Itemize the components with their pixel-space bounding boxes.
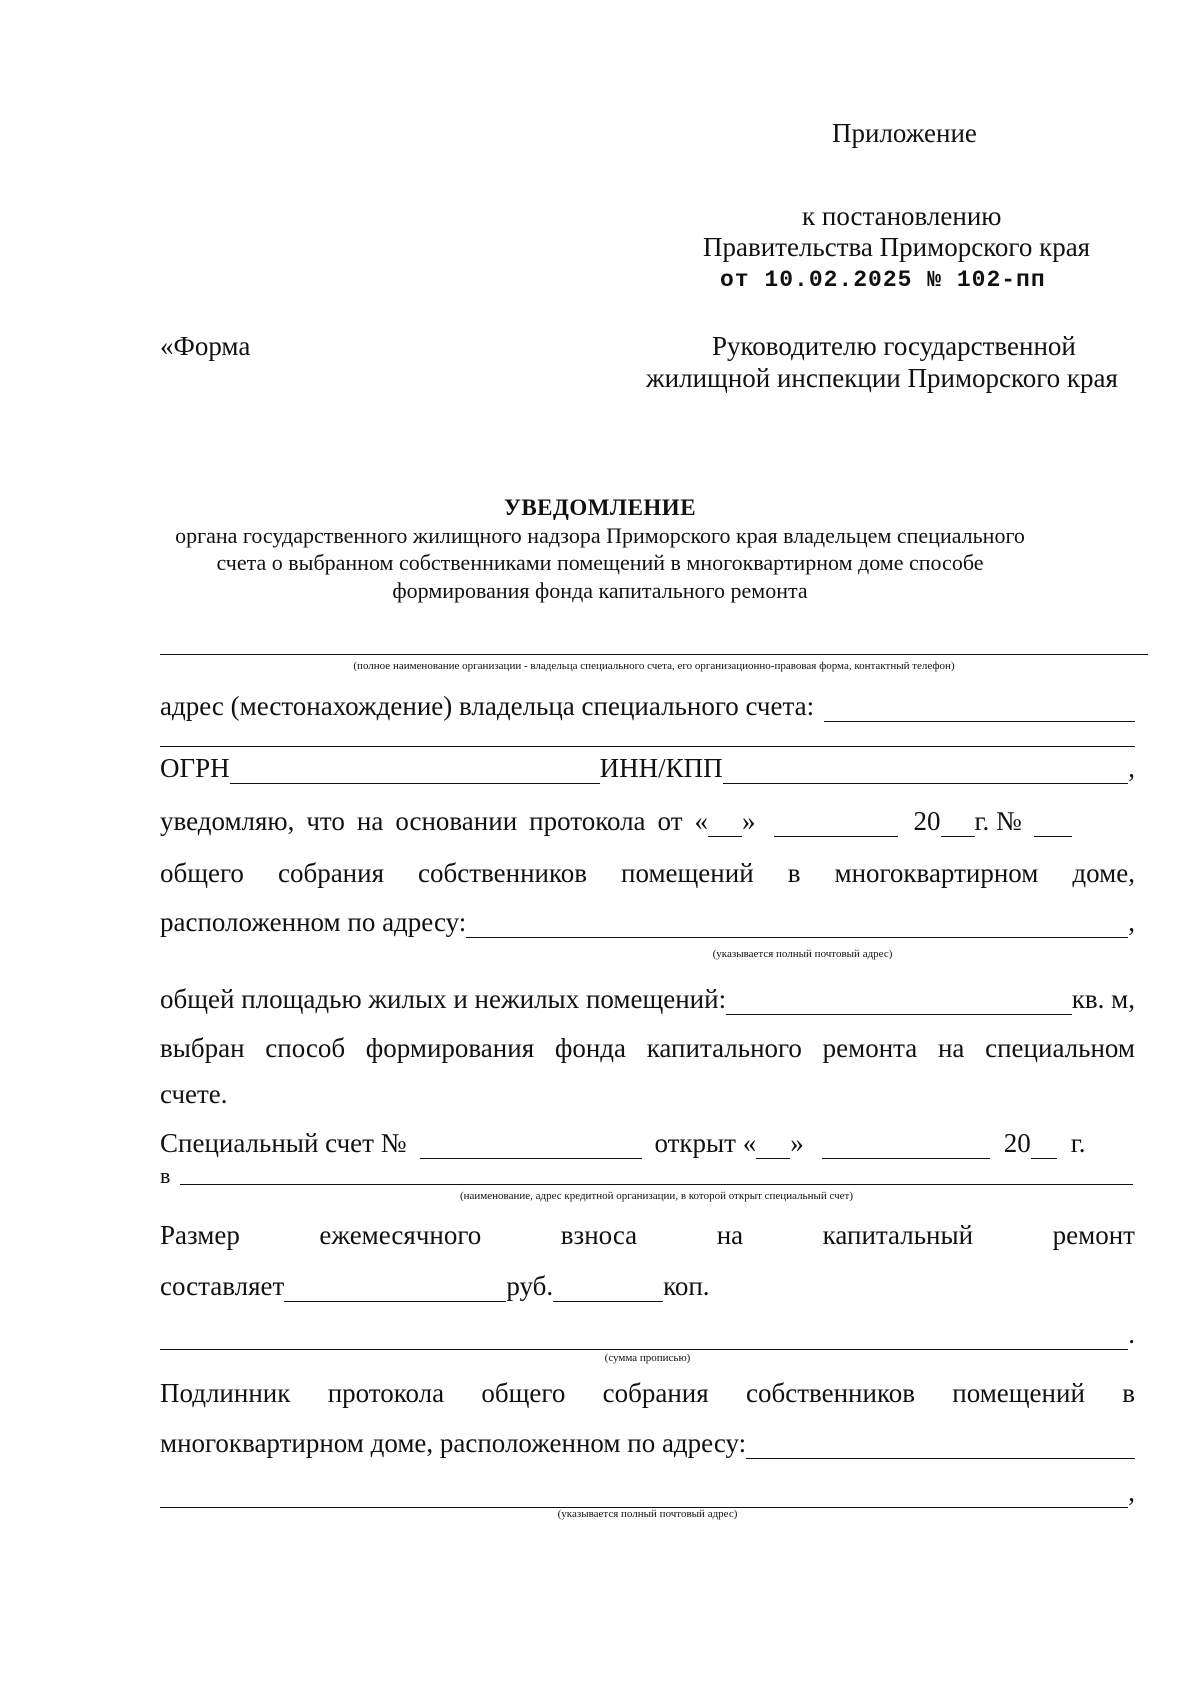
original-address-comma: , [1128,1477,1135,1507]
opened-year-prefix: 20 [1003,1128,1031,1158]
located-comma: , [1128,907,1135,937]
to-resolution-label: к постановлению [802,201,1002,231]
form-label: «Форма [160,331,251,361]
subtitle-line-1: органа государственного жилищного надзора Приморского края владельцем специального [175,523,1025,548]
notify-word-6: от [657,806,683,836]
owner-address-label: адрес (местонахождение) владельца специального счета: [160,691,815,721]
protocol-month-field[interactable] [774,812,898,837]
government-label: Правительства Приморского края [703,232,1091,262]
size-word-1: Размер [160,1220,240,1250]
opened-month-field[interactable] [822,1134,990,1159]
located-row [160,906,1135,938]
ogrn-field[interactable] [230,759,600,784]
meeting-word-2: собрания [277,858,384,888]
size-word-5: капитальный [822,1220,974,1250]
notify-row [160,805,1135,837]
meeting-word-7: доме, [1072,858,1135,888]
original-address-row [160,1427,1135,1459]
size-word-4: на [716,1220,744,1250]
original-address-field-2[interactable] [160,1483,1128,1508]
special-account-row [160,1127,1135,1159]
amount-row [160,1270,1135,1302]
original-word-7: в [1122,1378,1135,1408]
owner-address-line-2[interactable] [160,746,1135,747]
notify-word-2: что [306,806,345,836]
area-label: общей площадью жилых и нежилых помещений: [160,984,727,1014]
original-address-label: многоквартирном доме, расположенном по адресу: [160,1428,747,1458]
opened-day-field[interactable] [756,1134,790,1159]
size-word-2: ежемесячного [319,1220,482,1250]
inn-kpp-field[interactable] [723,759,1129,784]
quote-close: » [742,806,756,836]
year-prefix: 20 [913,806,941,836]
owner-address-row [160,690,1135,722]
original-word-6: помещений [952,1378,1085,1408]
chosen-word-3: формирования [365,1033,535,1063]
size-word-3: взноса [560,1220,638,1250]
chosen-word-7: на [937,1033,965,1063]
meeting-word-3: собственников [418,858,587,888]
chosen-word-1: выбран [160,1033,245,1063]
located-label: расположенном по адресу: [160,907,467,937]
account-word: счете. [160,1079,228,1109]
opened-year-field[interactable] [1031,1134,1057,1159]
kop-field[interactable] [553,1277,663,1302]
meeting-word-5: в [787,858,801,888]
postal-caption-2: (указывается полный почтовый адрес) [557,1508,738,1520]
special-account-label: Специальный счет № [160,1128,407,1158]
protocol-number-field[interactable] [1034,812,1072,837]
notify-word-3: на [356,806,384,836]
area-row [160,983,1135,1015]
chosen-word-8: специальном [985,1033,1135,1063]
original-address-row-2 [160,1476,1135,1508]
original-address-field[interactable] [746,1434,1135,1459]
sqm-label: кв. м, [1071,984,1135,1014]
subtitle-line-2: счета о выбранном собственниками помещений в многоквартирном доме способе [216,550,984,575]
original-row [160,1377,1135,1409]
protocol-year-field[interactable] [941,812,975,837]
original-word-3: общего [481,1378,566,1408]
original-word-5: собственников [746,1378,915,1408]
sum-period: . [1128,1319,1135,1349]
chosen-word-5: капитального [646,1033,802,1063]
subtitle-line-3: формирования фонда капитального ремонта [392,578,808,603]
opened-year-g: г. [1070,1128,1086,1158]
size-word-6: ремонт [1052,1220,1135,1250]
bank-name-line[interactable] [180,1184,1133,1185]
sum-words-caption: (сумма прописью) [604,1352,691,1364]
ogrn-label: ОГРН [160,753,230,783]
house-address-field[interactable] [466,913,1128,938]
in-word: в [160,1163,171,1188]
chosen-row [160,1032,1135,1064]
meeting-word-4: помещений [621,858,754,888]
appendix-label: Приложение [832,118,977,148]
owner-address-field[interactable] [824,697,1135,722]
amount-label: составляет [160,1271,285,1301]
org-name-caption: (полное наименование организации - владельца специального счета, его организационно-правовая форма, контактный телефон) [353,660,955,672]
quote-open: « [694,806,708,836]
meeting-word-6: многоквартирном [834,858,1039,888]
opened-label: открыт « [654,1128,757,1158]
notify-word-5: протокола [529,806,646,836]
inn-kpp-label: ИНН/КПП [599,753,723,783]
chosen-word-6: ремонта [822,1033,918,1063]
size-row [160,1219,1135,1251]
original-word-2: протокола [327,1378,445,1408]
chosen-word-2: способ [265,1033,346,1063]
original-word-4: собрания [602,1378,709,1408]
addressee-line-1: Руководителю государственной [712,331,1076,361]
meeting-word-1: общего [160,858,244,888]
org-name-line[interactable] [160,654,1148,655]
kop-label: коп. [663,1271,710,1301]
rub-field[interactable] [284,1277,506,1302]
year-number-label: г. № [974,806,1022,836]
notify-word-4: основании [395,806,518,836]
area-field[interactable] [726,990,1072,1015]
postal-caption-1: (указывается полный почтовый адрес) [712,948,893,960]
document-title: УВЕДОМЛЕНИЕ [503,495,697,520]
account-number-field[interactable] [420,1134,642,1159]
ogrn-comma: , [1128,753,1135,783]
notify-word-1: уведомляю, [160,806,295,836]
bank-caption: (наименование, адрес кредитной организации, в которой открыт специальный счет) [459,1190,854,1202]
sum-words-field[interactable] [160,1325,1128,1350]
ogrn-inn-row [160,752,1135,784]
sum-words-row [160,1318,1135,1350]
rub-label: руб. [506,1271,554,1301]
opened-quote-close: » [790,1128,804,1158]
meeting-row [160,857,1135,889]
chosen-word-4: фонда [554,1033,626,1063]
resolution-date-number: от 10.02.2025 № 102-пп [720,267,1046,293]
protocol-day-field[interactable] [708,812,742,837]
addressee-line-2: жилищной инспекции Приморского края [646,363,1118,393]
original-word-1: Подлинник [160,1378,291,1408]
